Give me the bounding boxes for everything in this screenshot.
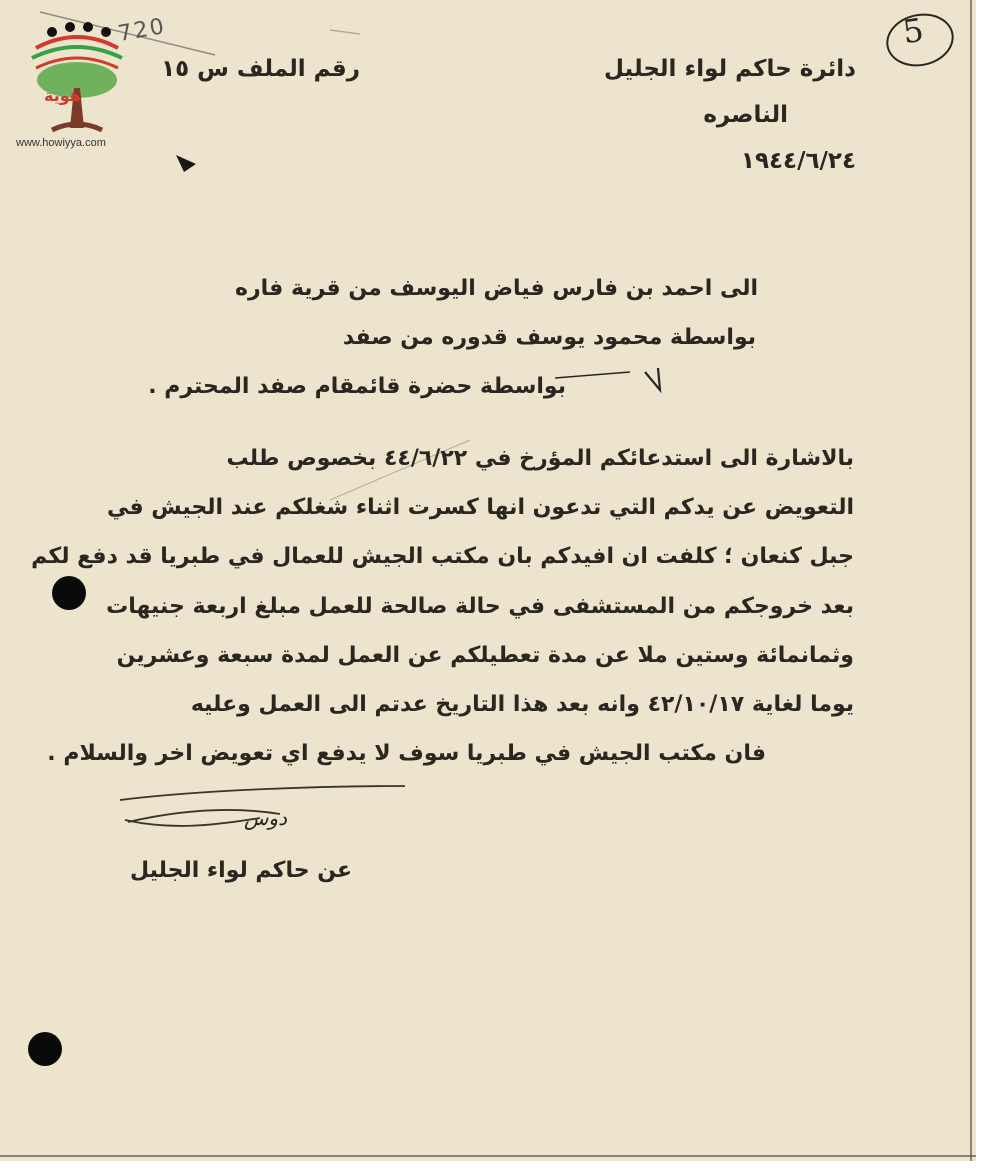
scan-border-right xyxy=(970,0,972,1169)
file-number: رقم الملف س ١٥ xyxy=(161,56,360,82)
scan-margin-right xyxy=(976,0,984,1169)
address-line-3: بواسطة حضرة قائمقام صفد المحترم . xyxy=(148,374,566,399)
office-title: دائرة حاكم لواء الجليل xyxy=(604,56,856,82)
body-line-4: بعد خروجكم من المستشفى في حالة صالحة للعمل مبلغ اربعة جنيهات xyxy=(106,594,854,619)
punch-hole-top xyxy=(52,576,86,610)
tick-mark xyxy=(645,368,660,390)
pencil-reference-number: 720 xyxy=(116,14,168,47)
body-line-6: يوما لغاية ٤٢/١٠/١٧ وانه بعد هذا التاريخ عدتم الى العمل وعليه xyxy=(190,692,854,717)
ink-mark xyxy=(176,155,196,172)
watermark-brand: هوية xyxy=(44,86,81,105)
address-line-1: الى احمد بن فارس فياض اليوسف من قرية فاره xyxy=(234,276,758,301)
body-line-2: التعويض عن يدكم التي تدعون انها كسرت اثناء شغلكم عند الجيش في xyxy=(106,495,854,520)
people-icon xyxy=(32,22,122,68)
body-line-1: بالاشارة الى استدعائكم المؤرخ في ٤٤/٦/٢٢ بخصوص طلب xyxy=(226,446,854,471)
address-line-2: بواسطة محمود يوسف قدوره من صفد xyxy=(342,325,756,350)
pencil-corner-stroke xyxy=(330,30,360,34)
page-number: 5 xyxy=(900,10,926,52)
underline-strike xyxy=(555,372,630,378)
scan-margin-bottom xyxy=(0,1161,984,1169)
watermark-url: www.howiyya.com xyxy=(16,137,106,149)
on-behalf-signature: عن حاكم لواء الجليل xyxy=(130,858,353,883)
body-line-5: وثمانمائة وستين ملا عن مدة تعطيلكم عن العمل لمدة سبعة وعشرين xyxy=(116,643,854,668)
document-date: ١٩٤٤/٦/٢٤ xyxy=(740,148,856,174)
city-name: الناصره xyxy=(703,102,788,128)
punch-hole-bottom xyxy=(28,1032,62,1066)
scan-border-bottom xyxy=(0,1155,984,1157)
body-line-7: فان مكتب الجيش في طبريا سوف لا يدفع اي تعويض اخر والسلام . xyxy=(47,741,766,766)
body-line-3: جبل كنعان ؛ كلفت ان افيدكم بان مكتب الجيش للعمال في طبريا قد دفع لكم xyxy=(31,544,854,569)
handwritten-signature: دوس xyxy=(244,806,287,830)
